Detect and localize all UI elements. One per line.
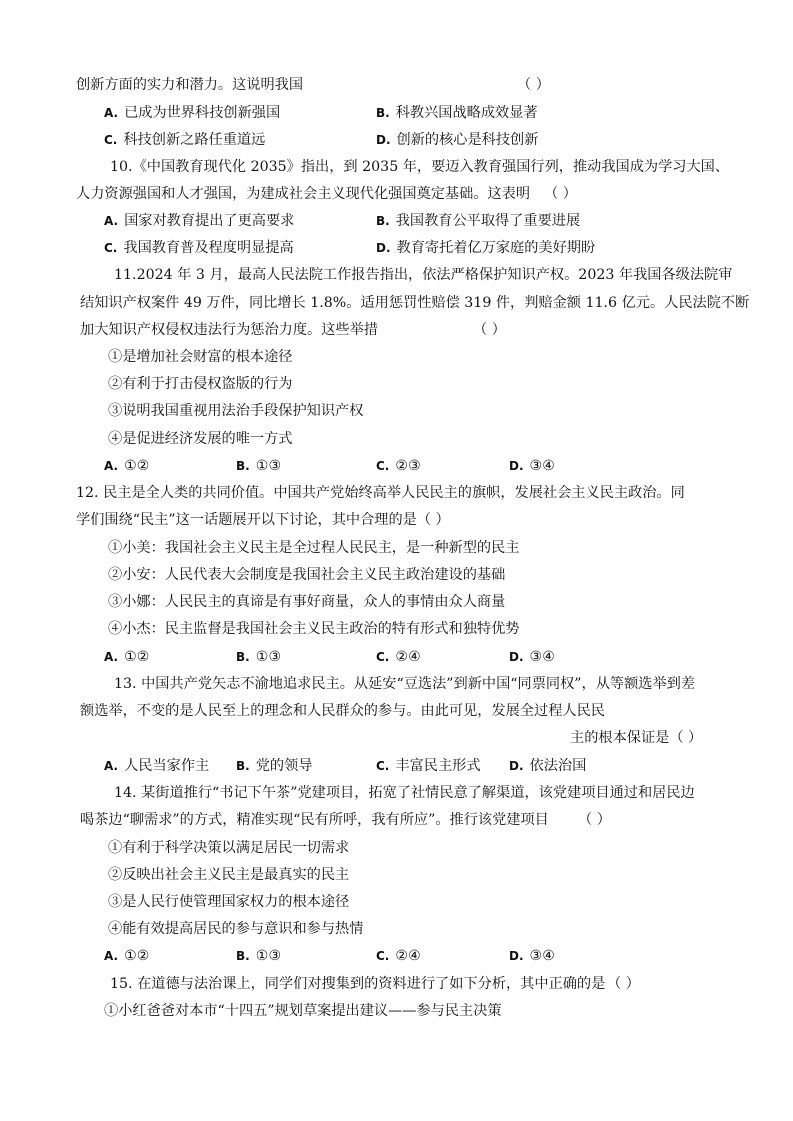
option-letter: B.	[376, 106, 390, 120]
q12-option-b[interactable]	[236, 647, 281, 667]
option-text: 人民当家作主	[124, 758, 210, 774]
option-letter: A.	[104, 949, 119, 963]
q11-statement-4: ④是促进经济发展的唯一方式	[108, 431, 293, 447]
option-text: ②④	[395, 649, 421, 665]
q9-option-a[interactable]	[104, 103, 280, 123]
option-letter: A.	[104, 650, 119, 664]
option-letter: C.	[104, 133, 118, 147]
q11-statement-3: ③说明我国重视用法治手段保护知识产权	[108, 403, 364, 419]
q14-option-c[interactable]	[376, 946, 421, 966]
q10-stem-line1: 10.《中国教育现代化 2035》指出，到 2035 年，要迈入教育强国行列，推动我国成为学习大国、	[110, 159, 730, 175]
q12-stem-line1: 12. 民主是全人类的共同价值。中国共产党始终高举人民民主的旗帜，发展社会主义民主政治。同	[76, 485, 685, 501]
option-text: 科技创新之路任重道远	[123, 132, 266, 148]
q15-answer-paren[interactable]: （ ）	[607, 976, 640, 992]
q12-option-a[interactable]	[104, 647, 150, 667]
q11-option-c[interactable]	[376, 456, 421, 476]
option-letter: A.	[104, 759, 119, 773]
q9-option-c[interactable]	[104, 130, 265, 150]
option-text: ②④	[395, 948, 421, 964]
option-letter: A.	[104, 106, 119, 120]
option-letter: A.	[104, 459, 119, 473]
q13-option-c[interactable]	[376, 756, 481, 776]
q13-option-a[interactable]	[104, 756, 209, 776]
option-letter: B.	[236, 459, 250, 473]
option-letter: D.	[376, 133, 391, 147]
option-letter: C.	[104, 241, 118, 255]
q11-statement-1: ①是增加社会财富的根本途径	[108, 349, 293, 365]
option-text: 已成为世界科技创新强国	[124, 105, 281, 121]
option-text: ③④	[529, 458, 555, 474]
option-text: 党的领导	[255, 758, 313, 774]
option-letter: D.	[509, 759, 524, 773]
option-letter: C.	[376, 650, 390, 664]
q12-statement-2: ②小安：人民代表大会制度是我国社会主义民主政治建设的基础	[108, 567, 506, 583]
q14-option-d[interactable]	[509, 946, 555, 966]
option-letter: B.	[376, 214, 390, 228]
q12-statement-1: ①小美：我国社会主义民主是全过程人民民主，是一种新型的民主	[108, 540, 520, 556]
option-text: 我国教育公平取得了重要进展	[395, 213, 581, 229]
option-letter: D.	[376, 241, 391, 255]
q10-option-c[interactable]	[104, 238, 294, 258]
q14-statement-4: ④能有效提高居民的参与意识和参与热情	[108, 921, 364, 937]
q14-statement-1: ①有利于科学决策以满足居民一切需求	[108, 840, 350, 856]
option-letter: B.	[236, 650, 250, 664]
option-letter: D.	[509, 459, 524, 473]
q15-stem-line1: 15. 在道德与法治课上，同学们对搜集到的资料进行了如下分析，其中正确的是	[110, 976, 606, 992]
option-letter: C.	[376, 459, 390, 473]
option-text: ①③	[255, 948, 282, 964]
option-text: ③④	[529, 649, 555, 665]
q13-option-d[interactable]	[509, 756, 586, 776]
option-text: 我国教育普及程度明显提高	[123, 240, 294, 256]
option-text: ①②	[124, 649, 150, 665]
q9-option-d[interactable]	[376, 130, 538, 150]
q11-option-a[interactable]	[104, 456, 150, 476]
q10-option-a[interactable]	[104, 211, 294, 231]
q13-stem-line2: 额选举，不变的是人民至上的理念和人民群众的参与。由此可见，发展全过程人民民	[80, 703, 605, 719]
option-letter: D.	[509, 949, 524, 963]
q10-answer-paren[interactable]: （ ）	[544, 186, 577, 202]
option-text: 教育寄托着亿万家庭的美好期盼	[396, 240, 596, 256]
q12-statement-4: ④小杰：民主监督是我国社会主义民主政治的特有形式和独特优势	[108, 621, 520, 637]
option-text: ①③	[255, 458, 282, 474]
option-letter: A.	[104, 214, 119, 228]
option-text: ①②	[124, 458, 150, 474]
option-text: 科教兴国战略成效显著	[395, 105, 538, 121]
q15-statement-1: ①小红爸爸对本市“十四五”规划草案提出建议——参与民主决策	[104, 1003, 502, 1019]
option-text: ③④	[529, 948, 555, 964]
q11-stem-line3: 加大知识产权侵权违法行为惩治力度。这些举措	[80, 322, 378, 338]
option-letter: C.	[376, 759, 390, 773]
option-text: ①②	[124, 948, 150, 964]
q10-stem-line2: 人力资源强国和人才强国，为建成社会主义现代化强国奠定基础。这表明	[76, 186, 531, 202]
q9-stem-tail: 创新方面的实力和潜力。这说明我国	[76, 77, 304, 93]
q11-stem-line1: 11.2024 年 3 月，最高人民法院工作报告指出，依法严格保护知识产权。2023 年我国各级法院审	[114, 267, 733, 283]
q11-option-b[interactable]	[236, 456, 281, 476]
q10-option-d[interactable]	[376, 238, 595, 258]
q11-option-d[interactable]	[509, 456, 555, 476]
option-text: 国家对教育提出了更高要求	[124, 213, 295, 229]
q13-stem-line3: 主的根本保证是（ ）	[570, 730, 703, 746]
option-text: 依法治国	[529, 758, 587, 774]
option-letter: B.	[236, 759, 250, 773]
option-text: ②③	[395, 458, 421, 474]
option-text: 丰富民主形式	[395, 758, 481, 774]
option-text: 创新的核心是科技创新	[396, 132, 539, 148]
q14-option-b[interactable]	[236, 946, 281, 966]
q14-stem-line2: 喝茶边“聊需求”的方式，精准实现“民有所呼，我有所应”。推行该党建项目	[80, 812, 549, 828]
q11-stem-line2: 结知识产权案件 49 万件，同比增长 1.8%。适用惩罚性赔偿 319 件，判赔金额 11.6 亿元。人民法院不断	[80, 295, 750, 311]
option-letter: B.	[236, 949, 250, 963]
q11-answer-paren[interactable]: （ ）	[473, 322, 506, 338]
q12-option-c[interactable]	[376, 647, 421, 667]
q12-option-d[interactable]	[509, 647, 555, 667]
q12-stem-line2: 学们围绕“民主”这一话题展开以下讨论，其中合理的是（ ）	[76, 512, 450, 528]
q13-option-b[interactable]	[236, 756, 312, 776]
q14-answer-paren[interactable]: （ ）	[578, 812, 611, 828]
option-text: ①③	[255, 649, 282, 665]
q14-option-a[interactable]	[104, 946, 150, 966]
option-letter: D.	[509, 650, 524, 664]
option-letter: C.	[376, 949, 390, 963]
q13-stem-line1: 13. 中国共产党矢志不渝地追求民主。从延安“豆选法”到新中国“同票同权”，从等额选举到差	[114, 676, 696, 692]
q9-answer-paren[interactable]: （ ）	[517, 77, 550, 93]
q14-statement-3: ③是人民行使管理国家权力的根本途径	[108, 894, 350, 910]
q11-statement-2: ②有利于打击侵权盗版的行为	[108, 376, 293, 392]
q10-option-b[interactable]	[376, 211, 580, 231]
q9-option-b[interactable]	[376, 103, 538, 123]
q14-stem-line1: 14. 某街道推行“书记下午茶”党建项目，拓宽了社情民意了解渠道，该党建项目通过和居民边	[114, 785, 695, 801]
q12-statement-3: ③小娜：人民民主的真谛是有事好商量，众人的事情由众人商量	[108, 594, 506, 610]
q14-statement-2: ②反映出社会主义民主是最真实的民主	[108, 867, 350, 883]
